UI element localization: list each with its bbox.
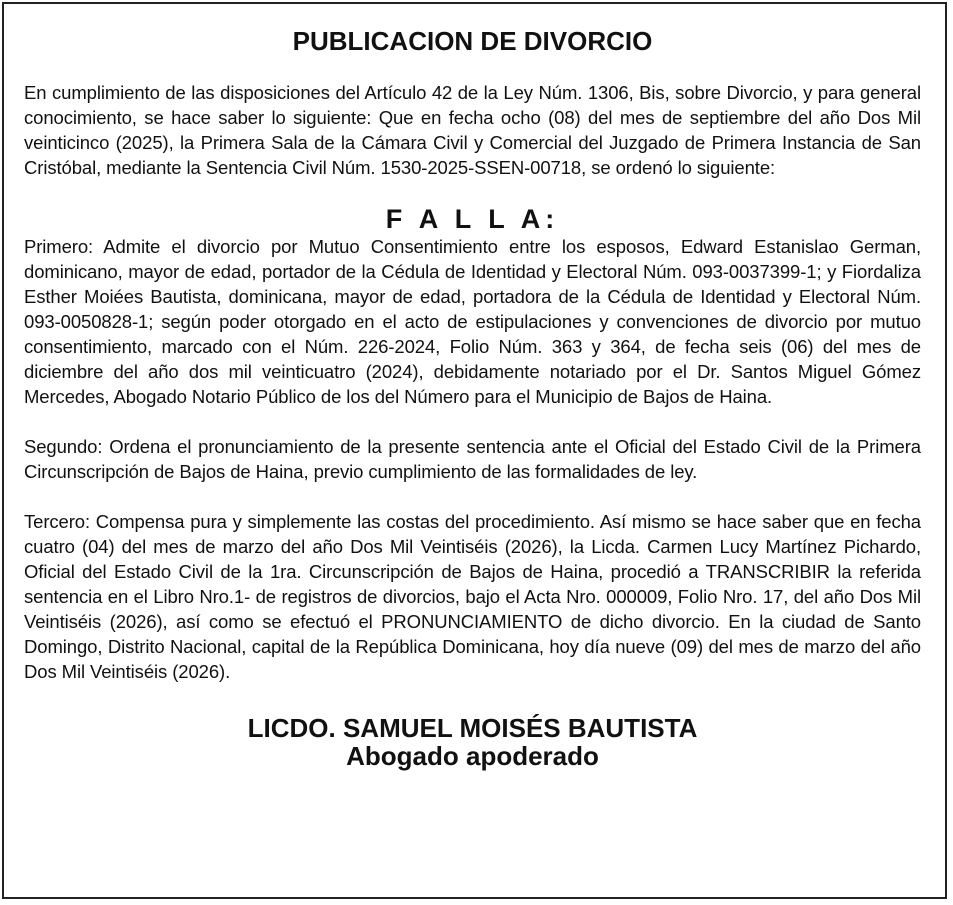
segundo-paragraph: Segundo: Ordena el pronunciamiento de la presente sentencia ante el Oficial del Estado Civil de la Primera Circunscripción de Bajos de Haina, previo cumplimiento de las formalidades de ley.: [24, 436, 921, 482]
notice-title: PUBLICACION DE DIVORCIO: [292, 26, 653, 56]
signature-block: [24, 714, 921, 770]
tercero-paragraph: Tercero: Compensa pura y simplemente las costas del procedimiento. Así mismo se hace saber que en fecha cuatro (04) del mes de marzo del año Dos Mil Veintiséis (2026), la Licda. Carmen Lucy Martínez Pichardo, Oficial del Estado Civil de la 1ra. Circunscripción de Bajos de Haina, procedió a TRANSCRIBIR la referida sentencia en el Libro Nro.1- de registros de divorcios, bajo el Acta Nro. 000009, Folio Nro. 17, del año Dos Mil Veintiséis (2026), así como se efectuó el PRONUNCIAMIENTO de dicho divorcio. En la ciudad de Santo Domingo, Distrito Nacional, capital de la República Dominicana, hoy día nueve (09) del mes de marzo del año Dos Mil Veintiséis (2026).: [24, 511, 921, 682]
signer-role: Abogado apoderado: [346, 741, 599, 771]
signer-name: LICDO. SAMUEL MOISÉS BAUTISTA: [247, 713, 698, 743]
notice-content: [24, 26, 921, 770]
falla-heading: F A L L A:: [385, 204, 560, 234]
primero-paragraph: Primero: Admite el divorcio por Mutuo Consentimiento entre los esposos, Edward Estanislao German, dominicano, mayor de edad, portador de la Cédula de Identidad y Electoral Núm. 093-0037399-1; y Fiordaliza Esther Moiées Bautista, dominicana, mayor de edad, portadora de la Cédula de Identidad y Electoral Núm. 093-0050828-1; según poder otorgado en el acto de estipulaciones y convenciones de divorcio por mutuo consentimiento, marcado con el Núm. 226-2024, Folio Núm. 363 y 364, de fecha seis (06) del mes de diciembre del año dos mil veinticuatro (2024), debidamente notariado por el Dr. Santos Miguel Gómez Mercedes, Abogado Notario Público de los del Número para el Municipio de Bajos de Haina.: [24, 236, 921, 407]
intro-paragraph: En cumplimiento de las disposiciones del Artículo 42 de la Ley Núm. 1306, Bis, sobre Divorcio, y para general conocimiento, se hace saber lo siguiente: Que en fecha ocho (08) del mes de septiembre del año Dos Mil veinticinco (2025), la Primera Sala de la Cámara Civil y Comercial del Juzgado de Primera Instancia de San Cristóbal, mediante la Sentencia Civil Núm. 1530-2025-SSEN-00718, se ordenó lo siguiente:: [24, 82, 921, 178]
